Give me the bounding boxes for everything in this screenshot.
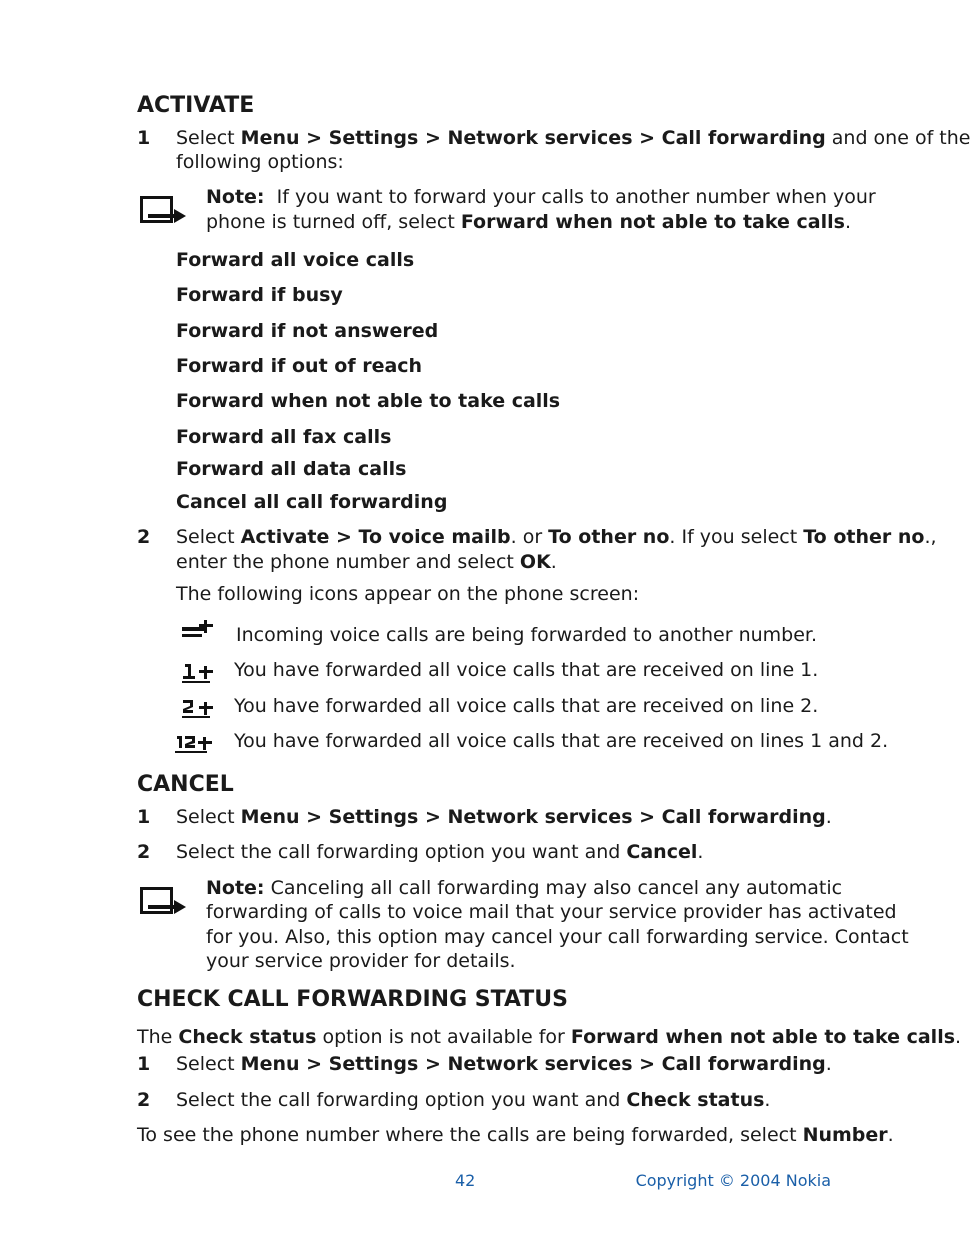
text: . xyxy=(887,1124,894,1146)
bold: To other no xyxy=(803,526,925,548)
text: . xyxy=(825,806,832,828)
activate-step2-line2 xyxy=(176,551,557,573)
note-bold: Forward when not able to take calls xyxy=(460,211,845,233)
note-label: Note: xyxy=(206,877,265,899)
menu-path: Menu > Settings > Network services > Call forwarding xyxy=(240,1053,826,1075)
menu-path: Menu > Settings > Network services > Call forwarding xyxy=(240,806,826,828)
text: Select xyxy=(176,127,241,149)
cancel-note-line2: forwarding of calls to voice mail that your service provider has activated xyxy=(206,901,897,923)
bold: Check status xyxy=(178,1026,317,1048)
check-heading: CHECK CALL FORWARDING STATUS xyxy=(137,987,568,1012)
check-outro xyxy=(137,1124,894,1146)
line1-forward-icon xyxy=(180,661,218,685)
text: If you want to forward your calls to another number when your xyxy=(264,186,876,208)
icon-row-text: You have forwarded all voice calls that are received on lines 1 and 2. xyxy=(234,730,889,752)
note-icon xyxy=(140,883,188,917)
line2-forward-icon xyxy=(180,697,218,721)
icon-row-text: You have forwarded all voice calls that are received on line 1. xyxy=(234,659,819,681)
cancel-step2 xyxy=(176,841,703,863)
option-item: Forward all fax calls xyxy=(176,426,392,448)
check-step2 xyxy=(176,1089,770,1111)
step-number: 2 xyxy=(137,526,151,548)
text: phone is turned off, select xyxy=(206,211,461,233)
line12-forward-icon xyxy=(174,732,216,756)
text: . xyxy=(550,551,557,573)
activate-note-line1 xyxy=(206,186,876,208)
step-number: 1 xyxy=(137,806,151,828)
note-label: Note: xyxy=(206,186,265,208)
activate-step2-line1 xyxy=(176,526,937,548)
text: option is not available for xyxy=(316,1026,571,1048)
step-number: 1 xyxy=(137,1053,151,1075)
icons-intro: The following icons appear on the phone screen: xyxy=(176,583,640,605)
call-forward-icon xyxy=(180,618,218,640)
activate-heading: ACTIVATE xyxy=(137,93,255,118)
text: . xyxy=(955,1026,962,1048)
bold: To other no xyxy=(548,526,670,548)
text: To see the phone number where the calls are being forwarded, select xyxy=(137,1124,803,1146)
option-item: Forward if out of reach xyxy=(176,355,423,377)
cancel-note-line1 xyxy=(206,877,842,899)
bold: OK xyxy=(519,551,551,573)
step-number: 2 xyxy=(137,841,151,863)
bold: Activate > To voice mailb xyxy=(240,526,511,548)
check-intro xyxy=(137,1026,961,1048)
option-item: Forward if not answered xyxy=(176,320,439,342)
cancel-heading: CANCEL xyxy=(137,772,234,797)
text: Select xyxy=(176,526,241,548)
option-item: Forward when not able to take calls xyxy=(176,390,561,412)
text: Canceling all call forwarding may also cancel any automatic xyxy=(264,877,843,899)
text: and one of the xyxy=(825,127,971,149)
text: Select xyxy=(176,1053,241,1075)
icon-row-text: Incoming voice calls are being forwarded to another number. xyxy=(236,624,818,646)
text: . xyxy=(697,841,704,863)
text: Select xyxy=(176,806,241,828)
text: ., xyxy=(924,526,937,548)
step-number: 1 xyxy=(137,127,151,149)
bold: Cancel xyxy=(626,841,698,863)
text: The xyxy=(137,1026,179,1048)
copyright-text: Copyright © 2004 Nokia xyxy=(635,1171,831,1190)
text: enter the phone number and select xyxy=(176,551,520,573)
text: . or xyxy=(510,526,549,548)
option-item: Cancel all call forwarding xyxy=(176,491,448,513)
icon-row-text: You have forwarded all voice calls that are received on line 2. xyxy=(234,695,819,717)
bold: Forward when not able to take calls xyxy=(570,1026,956,1048)
option-item: Forward if busy xyxy=(176,284,343,306)
text: . xyxy=(825,1053,832,1075)
cancel-step1 xyxy=(176,806,832,828)
text: . If you select xyxy=(669,526,804,548)
option-item: Forward all voice calls xyxy=(176,249,415,271)
bold: Check status xyxy=(626,1089,765,1111)
step-number: 2 xyxy=(137,1089,151,1111)
text: . xyxy=(764,1089,771,1111)
activate-step1-line2: following options: xyxy=(176,151,344,173)
text: . xyxy=(844,211,851,233)
cancel-note-line4: your service provider for details. xyxy=(206,950,516,972)
page-number: 42 xyxy=(455,1171,476,1190)
check-step1 xyxy=(176,1053,832,1075)
text: Select the call forwarding option you want and xyxy=(176,841,627,863)
bold: Number xyxy=(802,1124,888,1146)
option-item: Forward all data calls xyxy=(176,458,407,480)
menu-path: Menu > Settings > Network services > Call forwarding xyxy=(240,127,826,149)
activate-note-line2 xyxy=(206,211,851,233)
activate-step1-line1 xyxy=(176,127,971,149)
note-icon xyxy=(140,192,188,226)
text: Select the call forwarding option you want and xyxy=(176,1089,627,1111)
cancel-note-line3: for you. Also, this option may cancel your call forwarding service. Contact xyxy=(206,926,909,948)
